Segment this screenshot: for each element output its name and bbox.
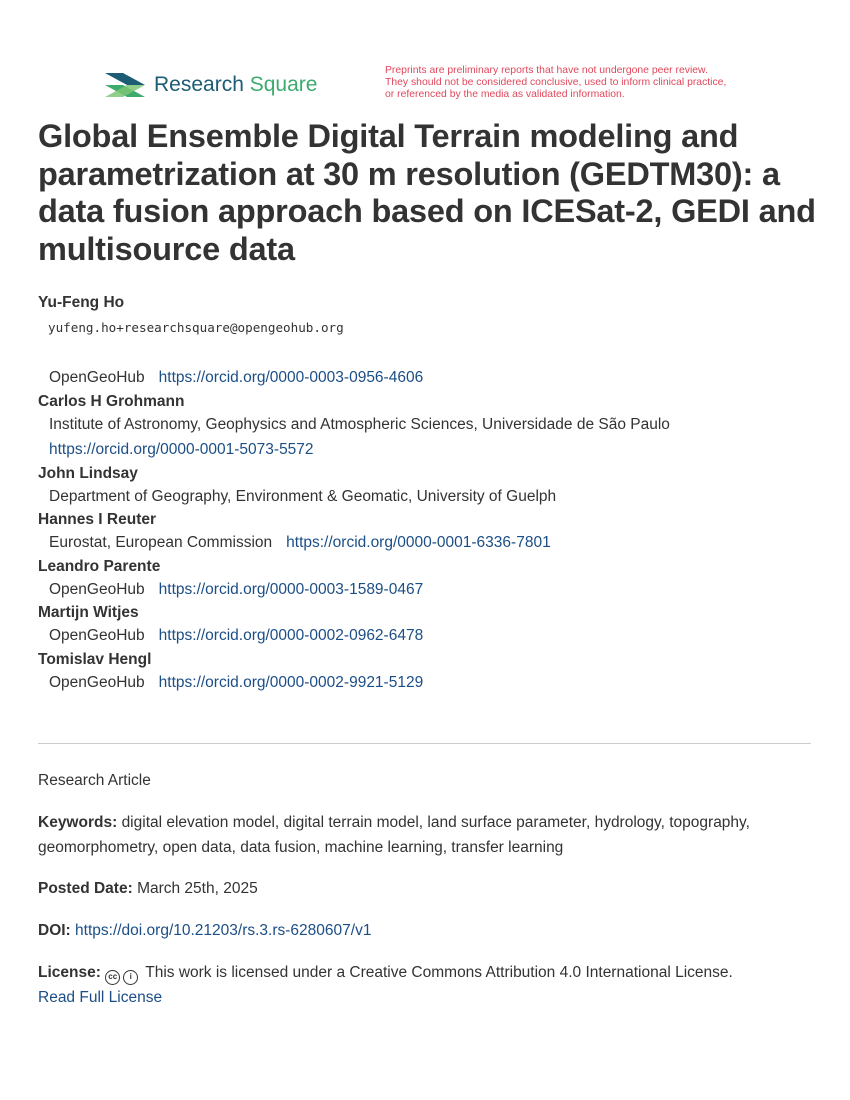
author-name: Tomislav Hengl bbox=[38, 650, 152, 668]
author-entry bbox=[38, 292, 818, 391]
author-email[interactable]: yufeng.ho+researchsquare@opengeohub.org bbox=[48, 320, 344, 335]
orcid-link[interactable]: https://orcid.org/0000-0003-1589-0467 bbox=[158, 580, 424, 598]
disclaimer-line: They should not be considered conclusive, used to inform clinical practice, bbox=[385, 77, 727, 88]
orcid-link[interactable]: https://orcid.org/0000-0002-9921-5129 bbox=[158, 673, 424, 691]
creative-commons-icon: cc bbox=[105, 970, 120, 985]
author-affiliation: Eurostat, European Commission bbox=[49, 534, 273, 551]
attribution-icon: i bbox=[123, 970, 138, 985]
preprint-disclaimer bbox=[385, 65, 805, 101]
author-affiliation-line bbox=[38, 577, 818, 603]
author-affiliation: Department of Geography, Environment & Geomatic, University of Guelph bbox=[49, 487, 557, 505]
posted-date bbox=[38, 876, 813, 901]
author-affiliation: OpenGeoHub bbox=[49, 580, 145, 598]
doi-link[interactable]: https://doi.org/10.21203/rs.3.rs-6280607/v1 bbox=[75, 922, 372, 939]
author-name: Leandro Parente bbox=[38, 557, 161, 575]
keywords bbox=[38, 810, 813, 860]
research-square-logo[interactable] bbox=[105, 70, 317, 100]
author-affiliation-line bbox=[38, 365, 818, 391]
section-divider bbox=[38, 743, 811, 744]
author-entry bbox=[38, 602, 818, 649]
author-entry bbox=[38, 463, 818, 510]
license-text: This work is licensed under a Creative Commons Attribution 4.0 International License. bbox=[145, 964, 733, 981]
author-affiliation: OpenGeoHub bbox=[49, 369, 145, 386]
paper-title: Global Ensemble Digital Terrain modeling and parametrization at 30 m resolution (GEDTM30): a data fusion approach based on ICESat-2, GEDI and multisource data bbox=[38, 118, 816, 267]
posted-date-label: Posted Date: bbox=[38, 880, 133, 897]
license bbox=[38, 960, 813, 1010]
orcid-link[interactable]: https://orcid.org/0000-0001-5073-5572 bbox=[49, 441, 314, 458]
disclaimer-line: or referenced by the media as validated information. bbox=[385, 89, 625, 100]
orcid-link[interactable]: https://orcid.org/0000-0002-0962-6478 bbox=[158, 627, 424, 644]
author-affiliation: OpenGeoHub bbox=[49, 627, 145, 644]
author-affiliation-line bbox=[38, 530, 818, 556]
author-name: Carlos H Grohmann bbox=[38, 392, 185, 410]
orcid-link[interactable]: https://orcid.org/0000-0001-6336-7801 bbox=[286, 534, 551, 551]
keywords-label: Keywords: bbox=[38, 814, 118, 831]
brand-word-1: Research bbox=[154, 73, 244, 96]
brand-name bbox=[154, 73, 317, 97]
author-name: Martijn Witjes bbox=[38, 604, 139, 621]
author-affiliation-line bbox=[38, 670, 818, 696]
disclaimer-line: Preprints are preliminary reports that have not undergone peer review. bbox=[385, 65, 708, 76]
posted-date-value: March 25th, 2025 bbox=[137, 880, 258, 897]
license-label: License: bbox=[38, 964, 101, 981]
doi-label: DOI: bbox=[38, 922, 71, 939]
research-square-logo-icon bbox=[105, 70, 145, 100]
author-name: Hannes I Reuter bbox=[38, 511, 157, 528]
author-entry bbox=[38, 649, 818, 696]
brand-word-2: Square bbox=[249, 73, 318, 96]
author-affiliation: OpenGeoHub bbox=[49, 673, 145, 691]
author-orcid-line bbox=[38, 437, 818, 463]
author-entry bbox=[38, 556, 818, 603]
author-name: John Lindsay bbox=[38, 464, 138, 482]
orcid-link[interactable]: https://orcid.org/0000-0003-0956-4606 bbox=[158, 369, 424, 386]
read-full-license-link[interactable]: Read Full License bbox=[38, 989, 163, 1006]
keywords-value: digital elevation model, digital terrain model, land surface parameter, hydrology, topography, geomorphometry, open data, data fusion, machine learning, transfer learning bbox=[38, 814, 750, 856]
author-name: Yu-Feng Ho bbox=[38, 294, 125, 311]
doi bbox=[38, 918, 813, 943]
author-entry bbox=[38, 509, 818, 556]
author-affiliation: Institute of Astronomy, Geophysics and Atmospheric Sciences, Universidade de São Paulo bbox=[49, 415, 670, 433]
article-type: Research Article bbox=[38, 772, 151, 789]
author-list bbox=[38, 292, 818, 695]
author-affiliation-line bbox=[38, 623, 818, 649]
author-entry bbox=[38, 391, 818, 463]
